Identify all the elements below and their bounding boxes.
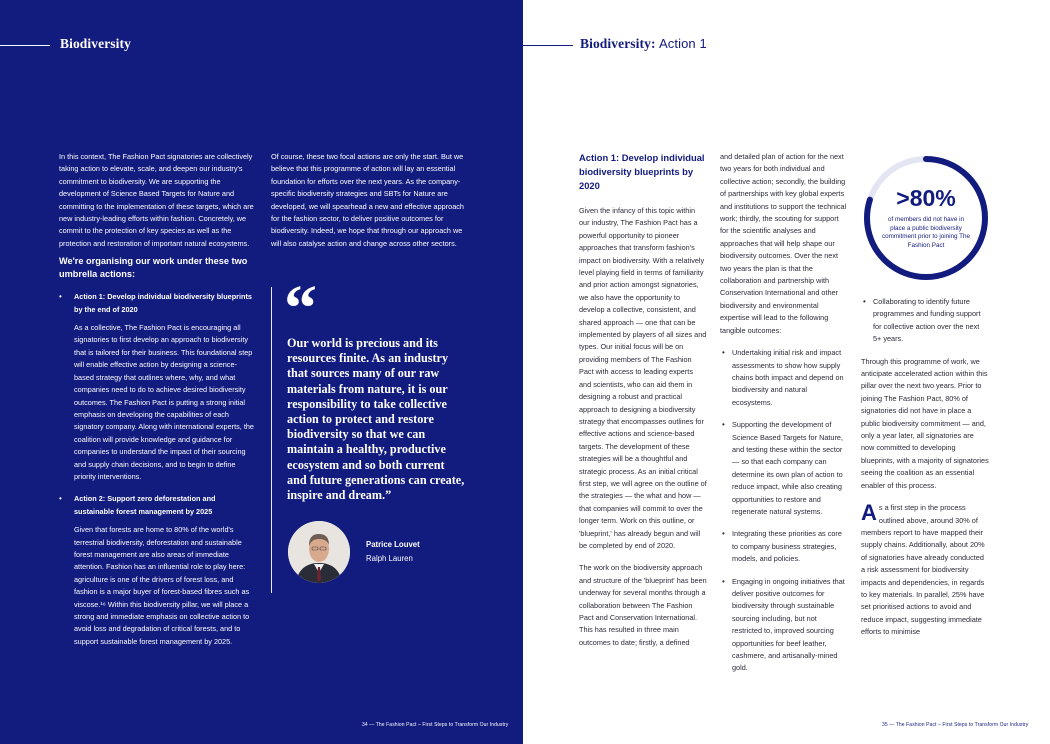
programme-list	[861, 296, 989, 346]
action-1-text: As a collective, The Fashion Pact is encouraging all signatories to first develop an approach to biodiversity that is tailored for their business. This foundational step will enable effective action by designing a science-based strategy that outlines where, why, and what companies need to do to achieve desired biodiversity outcomes. The Fashion Pact is putting a strong initial emphasis on developing the capabilities of each signatory company. Along with international experts, the coalition will provide knowledge and guidance for companies to understand the impact of their sourcing and supply chain decisions, and to begin to define priority interventions.	[74, 323, 254, 481]
quote-author-name: Patrice Louvet	[366, 540, 420, 549]
paragraph: Given the infancy of this topic within our industry, The Fashion Pact has a powerful opportunity to pioneer approaches that transform fashion's impact on biodiversity. With a relatively level playing field in terms of familiarity and prior action amongst signatories, we also have the opportunity to develop a collective, consistent, and shared approach — one that can be implemented by players of all sizes and types. Our initial focus will be on providing members of The Fashion Pact with access to leading experts and scientists, who can aid them in designing a robust and practical approach to designing a biodiversity strategy that encompasses outlines for effective actions and science-based targets. The development of these strategies will be a thoughtful and strategic process. As an initial critical first step, we will agree on the outline of the strategies — the what and how — that companies will commit to over the longer term. Work on this outline, or 'blueprint,' has already begun and will be completed by end of 2020.	[579, 206, 707, 550]
list-item: • Integrating these priorities as core to company business strategies, models, and policies.	[720, 528, 847, 565]
list-item: • Supporting the development of Science Based Targets for Nature, and testing these within the sector — so that each company can determine its own plan of action to reduce impact, while also creating opportunities to restore and regenerate natural systems.	[720, 419, 847, 518]
right-column-3	[861, 151, 989, 649]
paragraph-text: s a first step in the process outlined above, around 30% of members report to have mapped their supply chains. Additionally, about 20% of signatories have already conducted a risk assessment for biodiversity impacts and dependencies, in regards to key materials. In parallel, 25% have set prioritised actions to avoid and reduce impact, suggesting immediate efforts to minimise	[861, 503, 985, 637]
action-heading: Action 1: Develop individual biodiversity blueprints by 2020	[579, 152, 705, 191]
list-item: • Undertaking initial risk and impact assessments to show how supply chains both impact and depend on biodiversity and natural ecosystems.	[720, 347, 847, 409]
pull-quote: Our world is precious and its resources finite. As an industry that sources many of our raw materials from nature, it is our responsibility to take collective action to protect and restore biodiversity so that we can maintain a healthy, productive ecosystem and so both current and future generations can create, inspire and dream.”	[287, 336, 465, 503]
quote-author-company: Ralph Lauren	[366, 554, 413, 563]
page-footer: 35 — The Fashion Pact – First Steps to Transform Our Industry	[882, 722, 1029, 728]
paragraph	[861, 502, 989, 638]
action-2-block	[59, 493, 255, 648]
intro-paragraph: In this context, The Fashion Pact signatories are collectively taking action to elevate, scale, and deepen our industry's commitment to biodiversity. We are supporting the development of Science Based Targets for Nature and committing to the implementation of these targets, which are new industry-leading efforts within fashion. Concretely, we commit to the protection of key species as well as the protection and restoration of important natural ecosystems.	[59, 152, 254, 248]
action-1-block	[59, 291, 255, 483]
right-page	[523, 0, 1050, 744]
left-column-1	[59, 151, 255, 658]
quote-mark-icon: “	[284, 272, 317, 345]
action-2-title: • Action 2: Support zero deforestation and sustainable forest management by 2025	[74, 494, 216, 516]
page-title-sub: Action 1	[659, 36, 707, 51]
page-title	[580, 36, 707, 52]
quote-divider	[271, 287, 272, 593]
header-rule	[0, 45, 50, 46]
action-1-title: • Action 1: Develop individual biodiversity blueprints by the end of 2020	[74, 292, 252, 314]
page-footer: 34 — The Fashion Pact – First Steps to Transform Our Industry	[362, 722, 509, 728]
left-page	[0, 0, 523, 744]
list-item: • Collaborating to identify future programmes and funding support for collective action over the next 5+ years.	[861, 296, 989, 346]
list-item: • Engaging in ongoing initiatives that deliver positive outcomes for biodiversity through sustainable sourcing including, but not restricted to, improved sourcing opportunities for beef leather, cashmere, and artisanally-mined gold.	[720, 576, 847, 675]
paragraph: The work on the biodiversity approach and structure of the 'blueprint' has been underway for several months through a collaboration between The Fashion Pact and Conservation International. This has resulted in three main outcomes to date; firstly, a defined	[579, 563, 707, 647]
right-column-1	[579, 151, 707, 659]
portrait-photo	[288, 521, 350, 583]
stat-spacer	[861, 151, 989, 296]
avatar	[288, 521, 350, 583]
stat-label: of members did not have in place a public biodiversity commitment prior to joining The Fashion Pact	[881, 216, 971, 249]
outcomes-list	[720, 347, 847, 675]
paragraph: Through this programme of work, we anticipate accelerated action within this pillar over the next two years. Prior to joining The Fashion Pact, 80% of signatories did not have in place a public biodiversity commitment — and, only a year later, all signatories are now committed to developing blueprints, with a majority of signatories seeing the coalition as an essential enabler of this process.	[861, 356, 989, 490]
drop-cap: A	[861, 500, 877, 526]
right-column-2	[720, 151, 847, 685]
focal-actions-paragraph: Of course, these two focal actions are only the start. But we believe that this programme of action will lay an essential foundation for efforts over the next years. As the company-specific biodiversity strategies and SBTs for Nature are developed, we will spearhead a new and effective approach for the fashion sector, to deliver positive outcomes for biodiversity. Indeed, we hope that through our approach we will also catalyse action and change across other sectors.	[271, 152, 464, 248]
section-heading: We're organising our work under these two umbrella actions:	[59, 256, 248, 280]
page-title-main: Biodiversity:	[580, 36, 656, 51]
paragraph: and detailed plan of action for the next two years for both individual and collective action; secondly, the building of partnerships with key global experts and institutions to support the technical work; thirdly, the scouting for support for the scientific analyses and approaches that will help shape our biodiversity outcomes. Over the next two years the plan is that the collaboration and partnership with Conservation International and other biodiversity and environmental expertise will lead to the following tangible outcomes:	[720, 152, 847, 335]
header-rule	[523, 45, 573, 46]
action-2-text: Given that forests are home to 80% of the world's terrestrial biodiversity, deforestation and sustainable forest management are also areas of immediate attention. Fashion has an influential role to play here: agriculture is one of the drivers of forest loss, and fashion is a major buyer of forest-based fibres such as viscose.¹⁶ Within this biodiversity pillar, we will place a strong and immediate emphasis on collective action to avoid loss and degradation of critical forests, and to support sustainable forest management by 2025.	[74, 525, 250, 646]
stat-value: >80%	[896, 185, 956, 211]
page-title: Biodiversity	[60, 36, 131, 51]
left-column-2	[271, 151, 467, 250]
